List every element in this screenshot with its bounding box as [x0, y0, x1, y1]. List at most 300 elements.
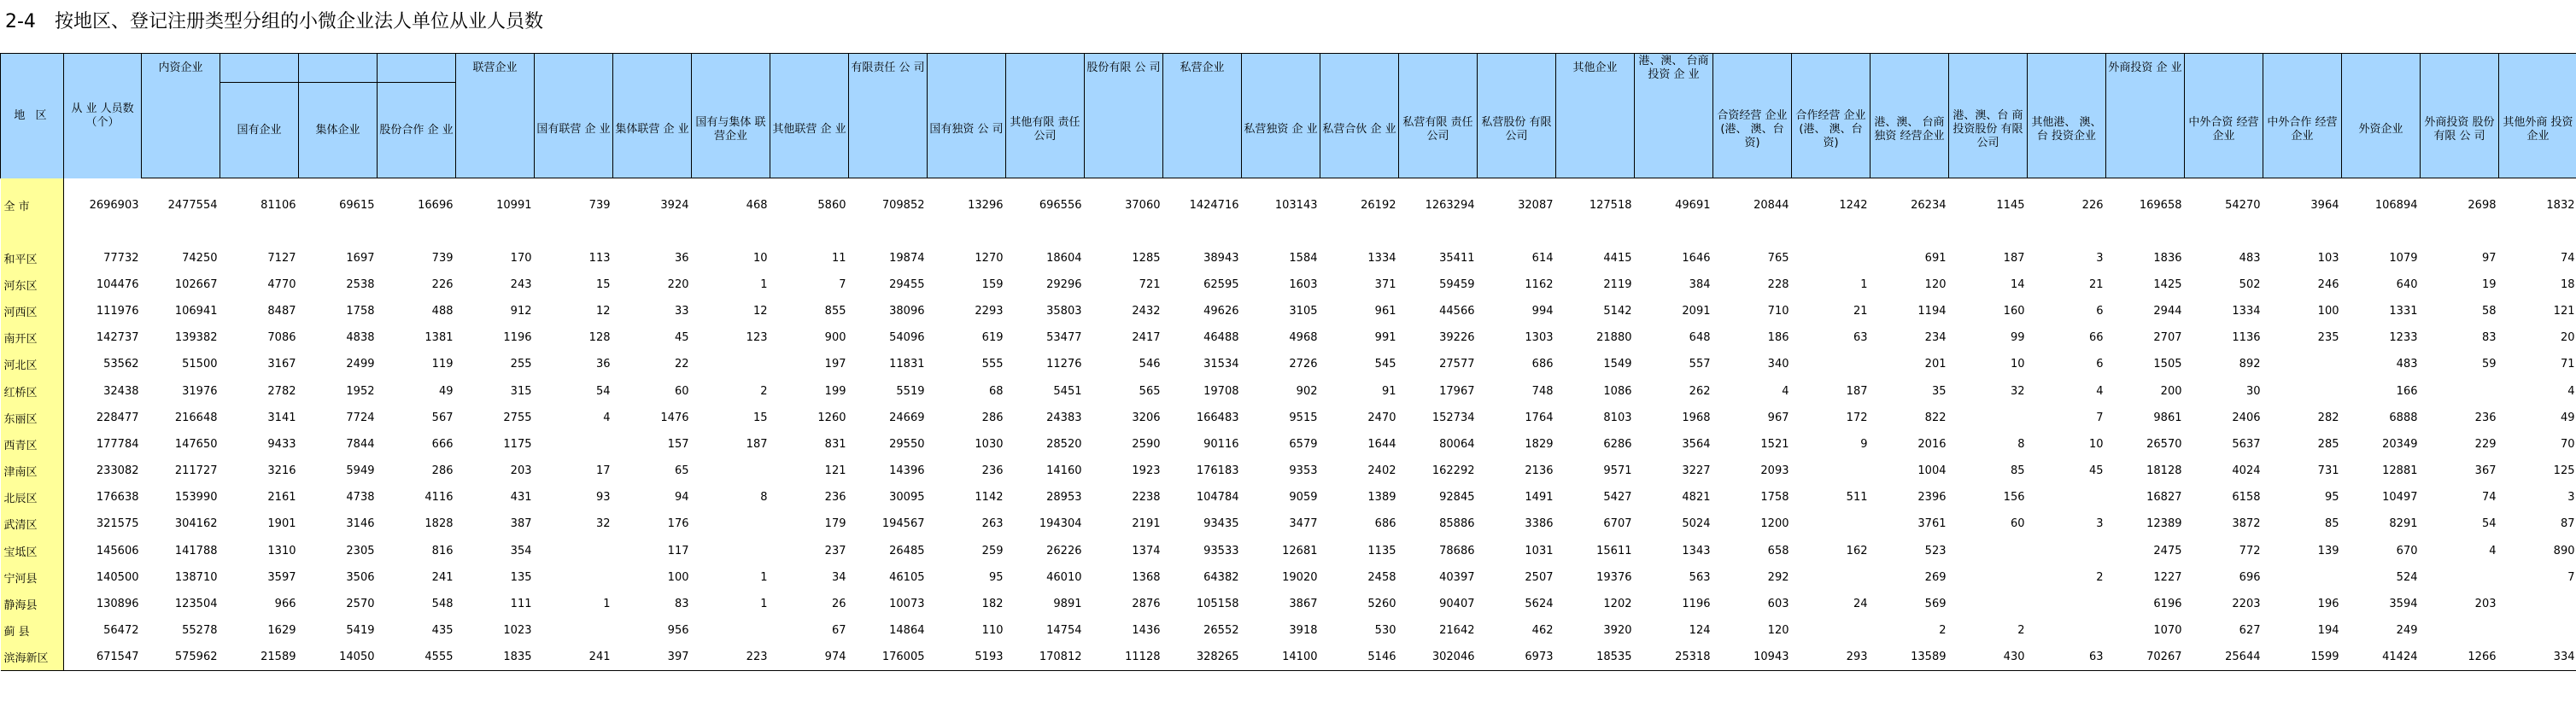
table-cell: 21880 [1596, 331, 1632, 345]
table-cell [2421, 564, 2499, 591]
table-row [1, 271, 2576, 298]
table-cell: 1310 [267, 544, 296, 557]
table-cell: 302046 [1399, 644, 1478, 670]
table-cell [692, 538, 770, 564]
header-area: 地 区 [1, 54, 64, 178]
table-cell: 1424716 [1189, 199, 1239, 213]
spacer-cell [378, 228, 456, 245]
table-cell: 9891 [1053, 598, 1082, 611]
spacer-cell [1871, 228, 1949, 245]
table-cell: 3867 [1289, 598, 1318, 611]
table-cell: 1266 [2421, 644, 2499, 670]
table-cell: 2093 [1760, 464, 1789, 478]
table-cell: 176638 [96, 491, 139, 505]
table-cell: 488 [431, 304, 454, 318]
table-cell: 502 [2239, 277, 2261, 291]
table-cell: 66 [2088, 331, 2104, 345]
table-code: 2-4 [5, 11, 36, 32]
header-priv-partner: 私营合伙 企 业 [1320, 83, 1399, 178]
table-cell: 71 [2560, 358, 2575, 371]
table-cell: 1828 [424, 517, 454, 531]
table-cell: 19376 [1596, 570, 1632, 584]
table-cell: 29455 [889, 277, 925, 291]
table-cell: 3105 [1289, 304, 1318, 318]
table-cell: 14 [2010, 277, 2025, 291]
table-cell: 176005 [849, 644, 928, 670]
table-cell: 765 [1767, 251, 1789, 265]
table-cell: 912 [510, 304, 532, 318]
table-cell: 1023 [503, 624, 532, 638]
table-cell: 35 [1931, 384, 1947, 398]
table-cell [535, 431, 613, 458]
table-cell: 14396 [889, 464, 925, 478]
table-cell: 354 [510, 544, 532, 557]
header-hmt-other: 其他港、 澳、台 投资企业 [2028, 83, 2106, 178]
table-cell [692, 351, 770, 377]
table-cell: 2091 [1682, 304, 1711, 318]
table-cell: 2470 [1367, 411, 1396, 424]
table-cell: 462 [1531, 624, 1554, 638]
table-cell: 384 [1689, 277, 1711, 291]
table-cell: 211727 [174, 464, 218, 478]
table-cell: 3216 [267, 464, 296, 478]
table-cell: 2 [760, 384, 768, 398]
table-body [1, 178, 2576, 671]
spacer-cell [2421, 228, 2499, 245]
table-cell: 1758 [1760, 491, 1789, 505]
table-cell: 2191 [1132, 517, 1161, 531]
table-cell: 4 [603, 411, 611, 424]
table-cell: 21589 [220, 644, 299, 670]
table-cell: 5419 [346, 624, 375, 638]
table-cell: 1599 [2263, 644, 2342, 670]
table-cell: 2477554 [167, 199, 218, 213]
row-label: 津南区 [1, 458, 64, 484]
spacer-cell [770, 228, 849, 245]
table-cell: 123 [746, 331, 768, 345]
table-cell: 3964 [2310, 199, 2339, 213]
table-cell: 51500 [182, 358, 218, 371]
table-cell: 74 [2560, 251, 2575, 265]
table-cell: 9861 [2153, 411, 2182, 424]
table-cell: 166483 [1196, 411, 1239, 424]
table-cell: 545 [1374, 358, 1396, 371]
table-cell [1792, 458, 1871, 484]
header-joint: 联营企业 [456, 54, 535, 83]
header-fr-jv: 中外合资 经营企业 [2185, 83, 2263, 178]
spacer-cell [64, 228, 142, 245]
table-cell: 1521 [1760, 437, 1789, 451]
table-cell: 123504 [174, 598, 218, 611]
table-cell: 6888 [2389, 411, 2418, 424]
table-cell: 7127 [267, 251, 296, 265]
spacer-cell [535, 228, 613, 245]
table-cell: 68 [988, 384, 1004, 398]
table-cell: 255 [510, 358, 532, 371]
table-cell: 15 [595, 277, 611, 291]
table-cell: 59459 [1439, 277, 1475, 291]
table-cell: 2698 [2468, 199, 2497, 213]
table-cell [1949, 405, 2028, 431]
table-cell: 2499 [346, 358, 375, 371]
table-cell: 32 [2010, 384, 2025, 398]
table-cell: 187 [746, 437, 768, 451]
table-cell: 468 [746, 199, 768, 213]
spacer-cell [2185, 228, 2263, 245]
table-cell: 24 [1853, 598, 1868, 611]
table-cell: 696 [2239, 570, 2261, 584]
table-cell: 236 [2474, 411, 2497, 424]
table-cell: 49 [438, 384, 454, 398]
row-label: 和平区 [1, 245, 64, 271]
table-cell: 483 [2396, 358, 2418, 371]
table-cell [1792, 564, 1871, 591]
table-cell: 12389 [2146, 517, 2182, 531]
table-cell: 14100 [1242, 644, 1320, 670]
table-cell: 21 [1853, 304, 1868, 318]
table-cell: 387 [510, 517, 532, 531]
table-cell: 1374 [1132, 544, 1161, 557]
row-label: 北辰区 [1, 484, 64, 511]
table-cell: 3141 [267, 411, 296, 424]
table-cell: 26192 [1361, 199, 1396, 213]
table-cell: 30 [2245, 384, 2261, 398]
header-priv-stock: 私营股份 有限公司 [1478, 83, 1556, 178]
row-label: 全 市 [1, 178, 64, 228]
table-cell: 54270 [2225, 199, 2261, 213]
table-cell: 603 [1767, 598, 1789, 611]
table-cell: 546 [1139, 358, 1161, 371]
table-cell: 2 [2096, 570, 2104, 584]
table-cell: 671547 [64, 644, 142, 670]
spacer-cell [299, 228, 378, 245]
spacer-cell [220, 228, 299, 245]
table-cell: 3597 [267, 570, 296, 584]
table-cell: 328265 [1163, 644, 1242, 670]
table-cell: 120 [1767, 624, 1789, 638]
row-label: 武清区 [1, 511, 64, 537]
table-cell: 555 [981, 358, 1004, 371]
table-cell: 2305 [346, 544, 375, 557]
table-cell [1792, 511, 1871, 537]
table-cell: 3386 [1525, 517, 1554, 531]
table-cell: 2161 [267, 491, 296, 505]
table-cell [1792, 245, 1871, 271]
table-cell: 3227 [1682, 464, 1711, 478]
table-cell: 9433 [267, 437, 296, 451]
table-cell: 640 [2396, 277, 2418, 291]
table-cell: 56472 [103, 624, 139, 638]
table-cell: 29296 [1046, 277, 1082, 291]
table-cell: 1136 [2232, 331, 2261, 345]
table-cell: 54096 [889, 331, 925, 345]
row-label: 河东区 [1, 271, 64, 298]
table-cell: 5949 [346, 464, 375, 478]
header-fr-sole: 外资企业 [2342, 83, 2421, 178]
table-cell: 1829 [1525, 437, 1554, 451]
table-cell: 10 [2088, 437, 2104, 451]
table-cell: 15611 [1596, 544, 1632, 557]
table-cell: 3920 [1603, 624, 1632, 638]
table-cell: 37060 [1125, 199, 1161, 213]
table-cell: 14160 [1046, 464, 1082, 478]
spacer-cell [1320, 228, 1399, 245]
table-cell: 286 [981, 411, 1004, 424]
table-cell: 4821 [1682, 491, 1711, 505]
spacer-cell [2106, 228, 2185, 245]
table-cell: 30095 [889, 491, 925, 505]
table-cell: 1196 [1682, 598, 1711, 611]
table-row [1, 564, 2576, 591]
spacer-row [1, 228, 2576, 245]
table-cell: 7 [2096, 411, 2104, 424]
table-cell: 166 [2396, 384, 2418, 398]
table-cell: 156 [2003, 491, 2025, 505]
table-cell: 241 [431, 570, 454, 584]
row-label: 南开区 [1, 324, 64, 351]
table-cell: 304162 [174, 517, 218, 531]
table-cell: 2406 [2232, 411, 2261, 424]
table-cell: 3564 [1682, 437, 1711, 451]
table-cell: 4 [2567, 384, 2575, 398]
table-row [1, 298, 2576, 324]
table-cell: 130896 [96, 598, 139, 611]
table-cell: 1584 [1289, 251, 1318, 265]
table-cell: 169658 [2139, 199, 2182, 213]
table-cell: 1425 [2153, 277, 2182, 291]
table-row [1, 644, 2576, 670]
table-cell: 721 [1139, 277, 1161, 291]
table-cell [2028, 617, 2106, 644]
table-cell: 4 [2096, 384, 2104, 398]
table-cell: 153990 [174, 491, 218, 505]
header-fr-other: 其他外商 投资企业 [2499, 83, 2576, 178]
table-cell: 26234 [1911, 199, 1947, 213]
table-cell: 162292 [1431, 464, 1475, 478]
table-cell: 1343 [1682, 544, 1711, 557]
table-cell: 64382 [1203, 570, 1239, 584]
table-cell: 25644 [2185, 644, 2263, 670]
table-cell: 128 [588, 331, 611, 345]
table-cell: 739 [431, 251, 454, 265]
table-cell: 41424 [2342, 644, 2421, 670]
table-cell: 9571 [1603, 464, 1632, 478]
table-cell: 1030 [975, 437, 1004, 451]
table-cell: 201 [1924, 358, 1947, 371]
table-cell: 92845 [1439, 491, 1475, 505]
table-cell: 49691 [1675, 199, 1711, 213]
table-cell: 686 [1531, 358, 1554, 371]
table-cell: 1175 [503, 437, 532, 451]
table-row [1, 538, 2576, 564]
table-cell: 31976 [182, 384, 218, 398]
spacer-cell [849, 228, 928, 245]
table-cell: 709852 [881, 199, 925, 213]
table-cell: 569 [1924, 598, 1947, 611]
table-cell: 26552 [1203, 624, 1239, 638]
table-cell: 3506 [346, 570, 375, 584]
table-cell: 13589 [1871, 644, 1949, 670]
table-cell: 292 [1767, 570, 1789, 584]
table-cell: 1331 [2389, 304, 2418, 318]
table-cell: 85886 [1439, 517, 1475, 531]
table-cell: 235 [2317, 331, 2339, 345]
table-cell: 12681 [1282, 544, 1318, 557]
table-cell: 11 [831, 251, 846, 265]
header-domestic: 内资企业 [142, 54, 220, 83]
table-cell: 111976 [96, 304, 139, 318]
table-cell: 658 [1767, 544, 1789, 557]
table-cell: 26570 [2146, 437, 2182, 451]
table-cell: 186 [1767, 331, 1789, 345]
table-cell: 160 [2003, 304, 2025, 318]
table-cell: 141788 [174, 544, 218, 557]
table-cell: 229 [2474, 437, 2497, 451]
table-cell: 563 [1689, 570, 1711, 584]
table-cell: 93435 [1203, 517, 1239, 531]
table-cell: 1334 [1367, 251, 1396, 265]
table-cell: 20844 [1753, 199, 1789, 213]
table-cell: 367 [2474, 464, 2497, 478]
table-cell: 170812 [1006, 644, 1085, 670]
table-row [1, 591, 2576, 617]
table-cell: 24383 [1046, 411, 1082, 424]
table-cell: 105158 [1196, 598, 1239, 611]
table-cell: 1142 [975, 491, 1004, 505]
table-cell [692, 511, 770, 537]
header-priv-sole: 私营独资 企 业 [1242, 83, 1320, 178]
table-cell: 18128 [2146, 464, 2182, 478]
table-cell: 103 [2317, 251, 2339, 265]
table-cell: 223 [692, 644, 770, 670]
table-cell: 1004 [1917, 464, 1947, 478]
row-label: 东丽区 [1, 405, 64, 431]
table-cell: 3167 [267, 358, 296, 371]
table-cell: 83 [2481, 331, 2497, 345]
table-cell: 187 [1846, 384, 1868, 398]
table-cell: 627 [2239, 624, 2261, 638]
table-cell: 1196 [503, 331, 532, 345]
table-row [1, 431, 2576, 458]
table-cell: 65 [674, 464, 689, 478]
table-cell: 1086 [1603, 384, 1632, 398]
table-cell: 334 [2499, 644, 2576, 670]
table-cell: 1644 [1367, 437, 1396, 451]
table-cell: 117 [667, 544, 689, 557]
table-cell: 4770 [267, 277, 296, 291]
table-cell: 119 [431, 358, 454, 371]
table-cell: 1070 [2153, 624, 2182, 638]
table-row [1, 351, 2576, 377]
header-joint-state-coll: 国有与集体 联营企业 [692, 83, 770, 178]
table-cell: 1476 [660, 411, 689, 424]
table-cell: 182 [981, 598, 1004, 611]
table-cell: 2238 [1132, 491, 1161, 505]
table-cell: 2417 [1132, 331, 1161, 345]
table-cell: 4024 [2232, 464, 2261, 478]
table-cell: 20349 [2382, 437, 2418, 451]
table-cell: 3206 [1132, 411, 1161, 424]
table-cell: 74 [2481, 491, 2497, 505]
table-cell: 106941 [174, 304, 218, 318]
spacer-cell [1478, 228, 1556, 245]
table-cell [2421, 377, 2499, 404]
table-cell: 67 [831, 624, 846, 638]
table-cell: 530 [1374, 624, 1396, 638]
table-cell: 7844 [346, 437, 375, 451]
table-cell: 159 [981, 277, 1004, 291]
table-cell: 696556 [1039, 199, 1082, 213]
table-cell: 85 [2010, 464, 2025, 478]
table-cell: 2475 [2153, 544, 2182, 557]
table-cell: 614 [1531, 251, 1554, 265]
table-cell: 6286 [1603, 437, 1632, 451]
table-cell: 6579 [1289, 437, 1318, 451]
table-cell: 1368 [1132, 570, 1161, 584]
table-cell: 4838 [346, 331, 375, 345]
table-cell: 233082 [96, 464, 139, 478]
header-hmt-stock: 港、澳、台 商投资股份 有限公司 [1949, 83, 2028, 178]
table-title: 按地区、登记注册类型分组的小微企业法人单位从业人员数 [54, 11, 543, 32]
table-cell: 176 [667, 517, 689, 531]
table-cell: 216648 [174, 411, 218, 424]
table-cell: 961 [1374, 304, 1396, 318]
table-cell: 4116 [424, 491, 454, 505]
table-cell [2263, 351, 2342, 377]
table-cell: 45 [674, 331, 689, 345]
table-cell: 2432 [1132, 304, 1161, 318]
table-cell: 60 [2010, 517, 2025, 531]
table-cell: 902 [1296, 384, 1318, 398]
table-cell: 81106 [261, 199, 296, 213]
table-cell: 147650 [174, 437, 218, 451]
table-cell: 94 [674, 491, 689, 505]
table-cell: 203 [510, 464, 532, 478]
table-cell: 53477 [1046, 331, 1082, 345]
table-cell: 6973 [1478, 644, 1556, 670]
table-cell: 890 [2553, 544, 2575, 557]
table-cell: 1549 [1603, 358, 1632, 371]
table-cell: 25318 [1635, 644, 1713, 670]
spacer-cell [1635, 228, 1713, 245]
table-cell: 739 [588, 199, 611, 213]
header-fr-stock: 外商投资 股份有限 公 司 [2421, 83, 2499, 178]
table-cell: 97 [2481, 251, 2497, 265]
table-cell: 46488 [1203, 331, 1239, 345]
table-cell: 1202 [1603, 598, 1632, 611]
spacer-label [1, 228, 64, 245]
table-cell: 686 [1374, 517, 1396, 531]
header-llc-state: 国有独资 公 司 [928, 83, 1006, 178]
table-cell: 226 [431, 277, 454, 291]
data-table [0, 53, 2576, 671]
spacer-cell [613, 228, 692, 245]
table-cell: 140500 [96, 570, 139, 584]
table-cell: 44566 [1439, 304, 1475, 318]
table-cell: 87 [2560, 517, 2575, 531]
table-cell [1949, 591, 2028, 617]
table-cell [1792, 351, 1871, 377]
table-cell: 40397 [1439, 570, 1475, 584]
table-cell: 1162 [1525, 277, 1554, 291]
table-cell: 12 [595, 304, 611, 318]
spacer-cell [456, 228, 535, 245]
header-joint-other: 其他联营 企 业 [770, 83, 849, 178]
table-cell: 1303 [1525, 331, 1554, 345]
header-coop: 股份合作 企 业 [378, 83, 456, 178]
table-cell: 179 [824, 517, 846, 531]
table-cell: 124 [1689, 624, 1711, 638]
